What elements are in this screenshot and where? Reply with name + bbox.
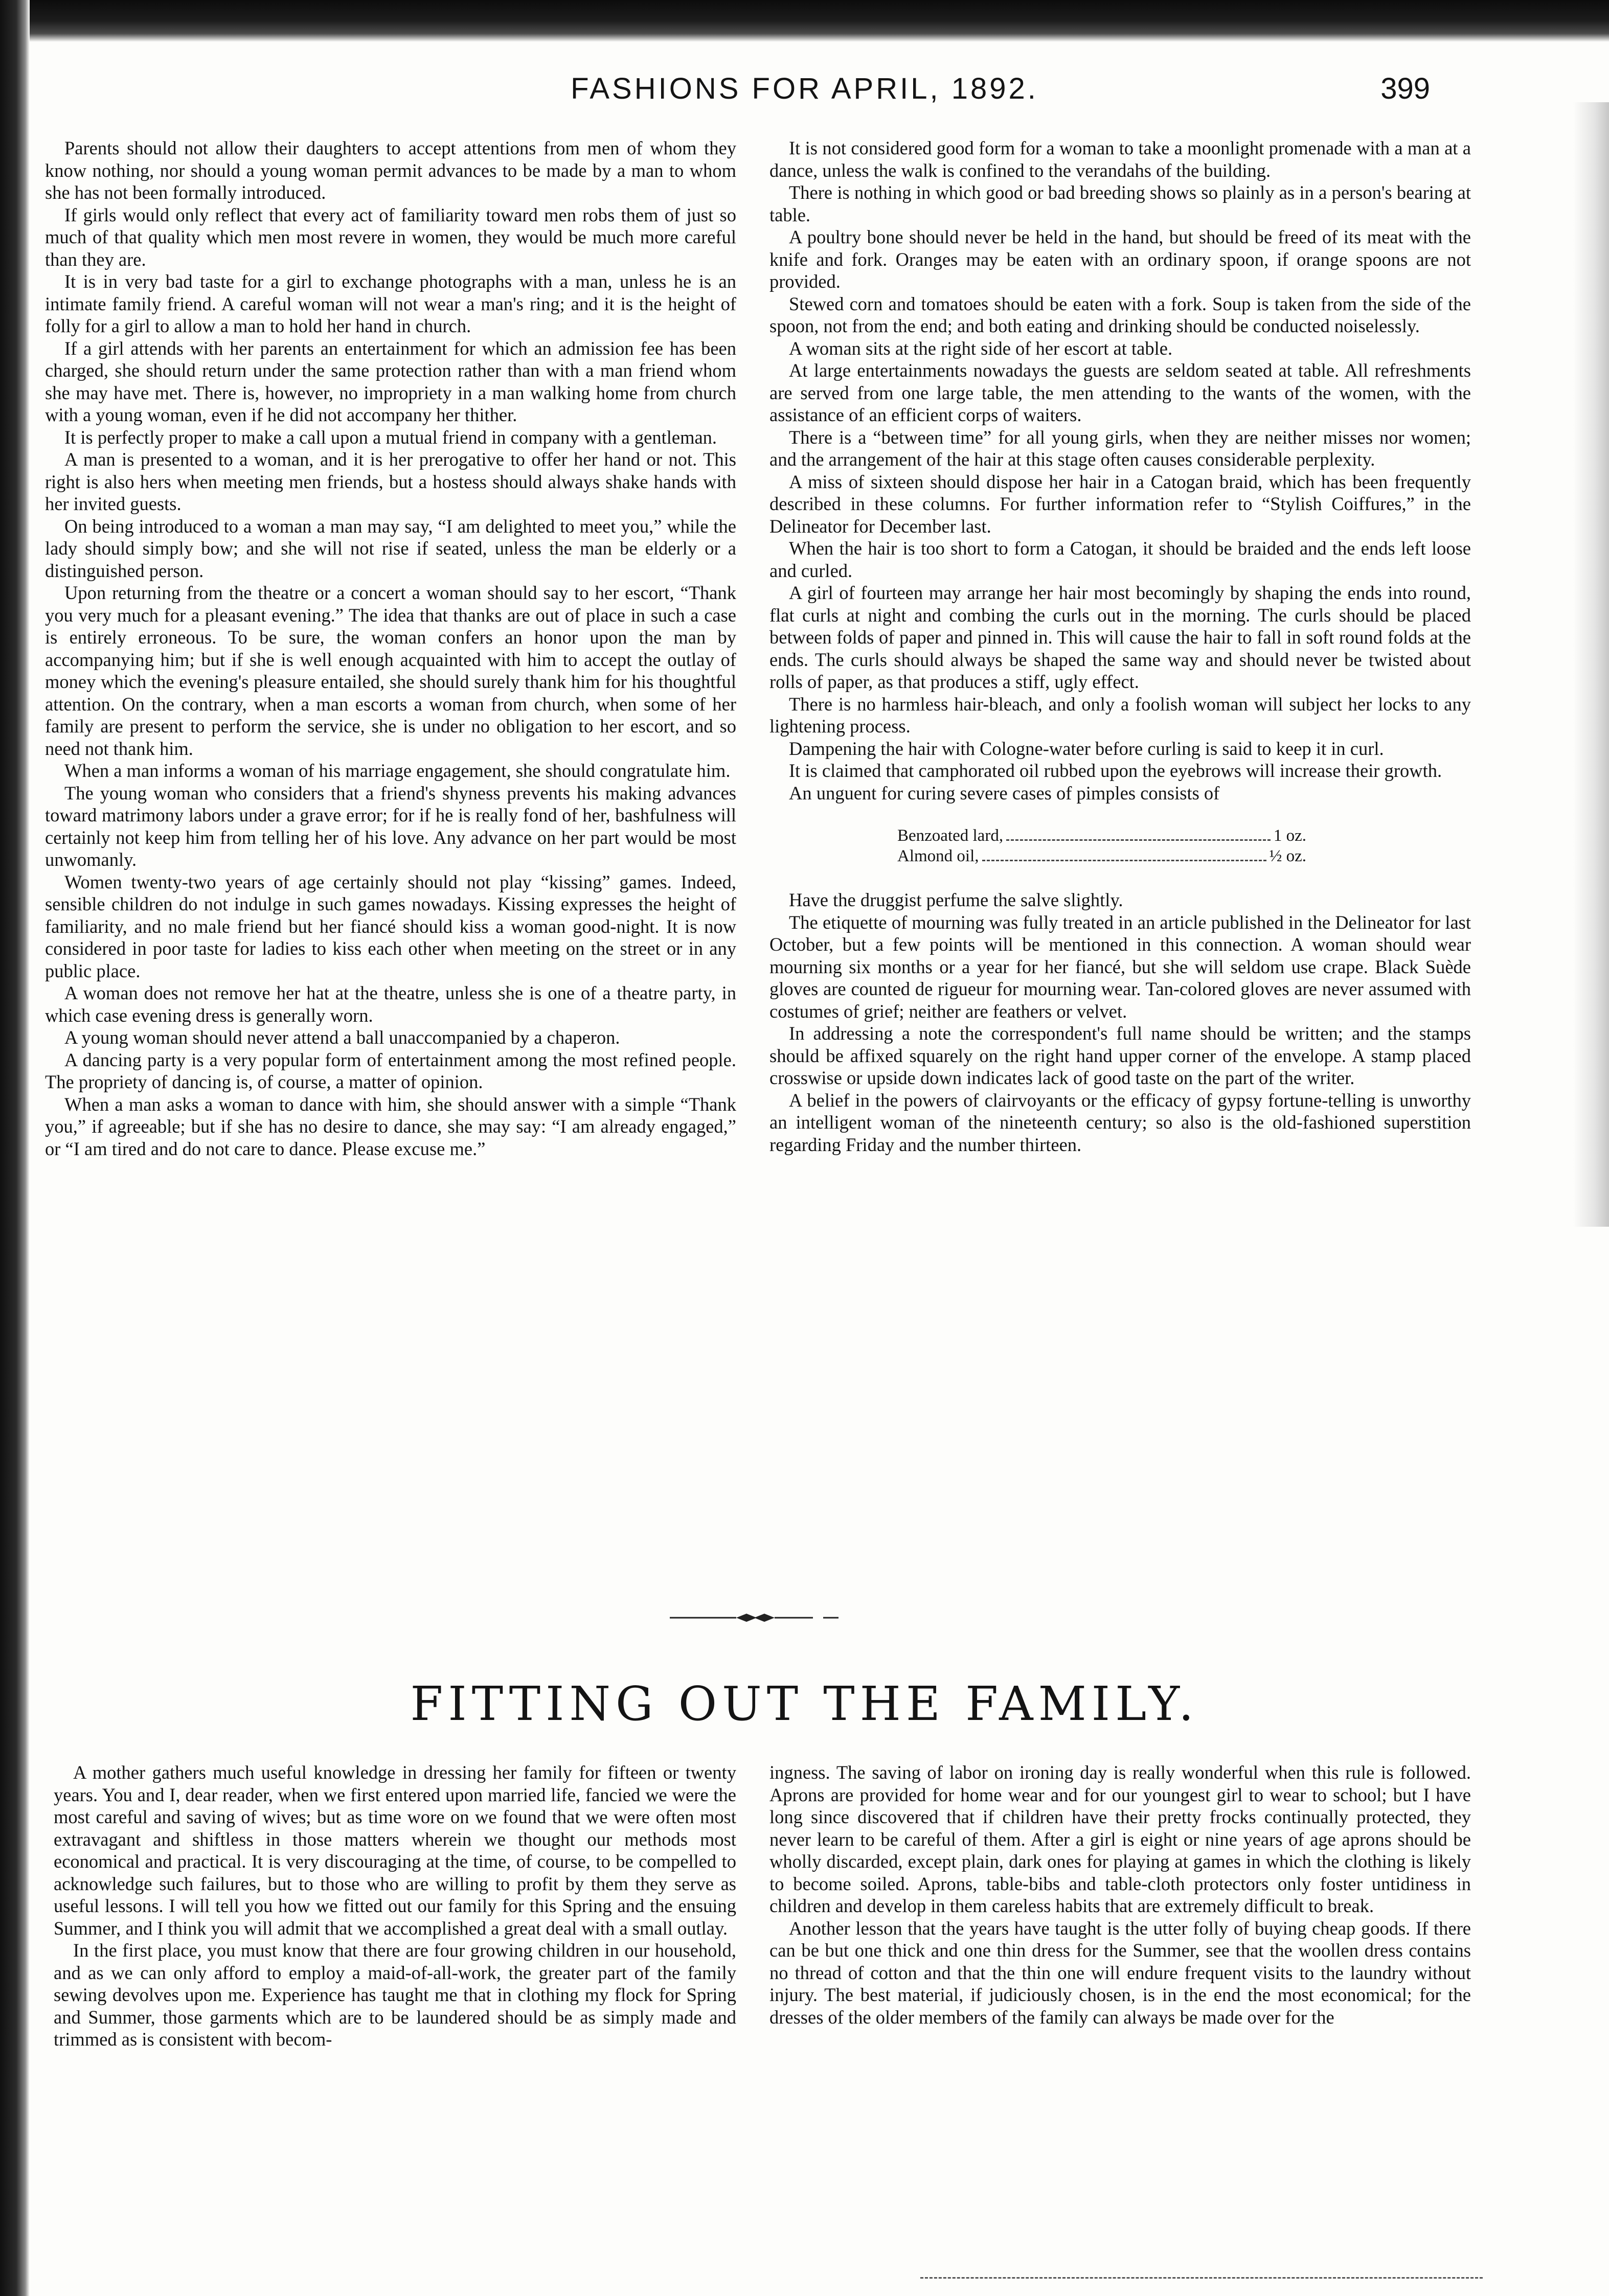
paragraph: A woman does not remove her hat at the theatre, unless she is one of a theatre party, in which case evening dress is generally worn. <box>45 982 736 1026</box>
paragraph: It is perfectly proper to make a call upon a mutual friend in company with a gentleman. <box>64 426 717 448</box>
paragraph: The young woman who considers that a friend's shyness prevents his making advances toward matrimony labors under a grave error; for if he is really fond of her, bashfulness will certainly not keep him from telling her of his love. Any advance on her part would be most unwomanly. <box>45 782 736 870</box>
paragraph: There is no harmless hair-bleach, and only a foolish woman will subject her locks to any lightening process. <box>769 693 1471 737</box>
section-divider-ornament <box>670 1613 854 1623</box>
paragraph: It is in very bad taste for a girl to exchange photographs with a man, unless he is an intimate family friend. A careful woman will not wear a man's ring; and it is the height of folly for a girl to allow a man to hold her hand in church. <box>45 271 736 336</box>
etiquette-right-column <box>769 137 1471 1156</box>
fitting-out-left-column <box>54 1761 736 2051</box>
scan-top-edge <box>0 0 1609 42</box>
formula-row <box>897 846 1306 866</box>
paragraph: There is a “between time” for all young girls, when they are neither misses nor women; and the arrangement of the hair at this stage often causes considerable perplexity. <box>769 426 1471 470</box>
paragraph: There is nothing in which good or bad breeding shows so plainly as in a person's bearing at table. <box>769 182 1471 225</box>
dot-leader <box>982 846 1266 861</box>
paragraph: A young woman should never attend a ball unaccompanied by a chaperon. <box>64 1027 620 1048</box>
paragraph: Dampening the hair with Cologne-water before curling is said to keep it in curl. <box>789 738 1384 759</box>
scan-right-edge <box>1573 102 1609 1227</box>
paragraph: If girls would only reflect that every act of familiarity toward men robs them of just so much of that quality which men most revere in women, they would be much more careful than they are. <box>45 204 736 270</box>
paragraph: If a girl attends with her parents an entertainment for which an admission fee has been charged, she should return under the same protection rather than with a man friend whom she may have met. There is, however, no impropriety in a man walking home from church with a young woman, even if he did not accompany her thither. <box>45 337 736 425</box>
paragraph: Stewed corn and tomatoes should be eaten with a fork. Soup is taken from the side of the spoon, not from the end; and both eating and drinking should be conducted noiselessly. <box>769 293 1471 336</box>
paragraph: A mother gathers much useful knowledge in dressing her family for fifteen or twenty years. You and I, dear reader, when we first entered upon married life, fancied we were the most careful and saving of wives; but as time wore on we found that we were often most extravagant and shiftless in those matters wherein we thought our methods most economical and practical. It is very discouraging at the time, of course, to be compelled to acknowledge such failures, but to those who are willing to profit by them they serve as useful lessons. I will tell you how we fitted out our family for this Spring and the ensuing Summer, and I think you will admit that we accomplished a great deal with a small outlay. <box>54 1762 736 1939</box>
paragraph: Women twenty-two years of age certainly should not play “kissing” games. Indeed, sensible children do not indulge in such games nowadays. Kissing expresses the height of familiarity, and no male friend but her fiancé should kiss a woman good-night. It is now considered in poor taste for ladies to kiss each other when meeting on the street or in any public place. <box>45 871 736 981</box>
fitting-out-right-column <box>769 1761 1471 2028</box>
formula-ingredient: Almond oil, <box>897 847 979 865</box>
paragraph: A poultry bone should never be held in the hand, but should be freed of its meat with the knife and fork. Oranges may be eaten with an ordinary spoon, if orange spoons are not provided. <box>769 226 1471 292</box>
page-number: 399 <box>1380 72 1430 105</box>
paragraph: A belief in the powers of clairvoyants or the efficacy of gypsy fortune-telling is unworthy an intelligent woman of the nineteenth century; so also is the old-fashioned superstition regarding Friday and the number thirteen. <box>769 1089 1471 1155</box>
paragraph: It is claimed that camphorated oil rubbed upon the eyebrows will increase their growth. <box>789 760 1442 781</box>
formula-row <box>897 825 1306 846</box>
paragraph: An unguent for curing severe cases of pimples consists of <box>789 782 1220 803</box>
paragraph: In the first place, you must know that there are four growing children in our household, and as we can only afford to employ a maid-of-all-work, the greater part of the family sewing devolves upon me. Experience has taught me that in clothing my flock for Spring and Summer, those garments which are to be laundered should be as simply made and trimmed as is consistent with becom- <box>54 1940 736 2050</box>
paragraph: The etiquette of mourning was fully treated in an article published in the Delineator for last October, but a few points will be mentioned in this connection. A woman should wear mourning six months or a year for her fiancé, but she will seldom use crape. Black Suède gloves are counted de rigueur for mourning wear. Tan-colored gloves are never assumed with costumes of grief; neither are feathers or velvet. <box>769 911 1471 1022</box>
running-title: FASHIONS FOR APRIL, 1892. <box>571 72 1038 105</box>
paragraph: When a man asks a woman to dance with him, she should answer with a simple “Thank you,” if agreeable; but if she has no desire to dance, she may say: “I am already engaged,” or “I am tired and do not care to dance. Please excuse me.” <box>45 1093 736 1159</box>
paragraph: A dancing party is a very popular form of entertainment among the most refined people. The propriety of dancing is, of course, a matter of opinion. <box>45 1049 736 1092</box>
paragraph: At large entertainments nowadays the guests are seldom seated at table. All refreshments are served from one large table, the men attending to the wants of the women, with the assistance of an efficient corps of waiters. <box>769 360 1471 425</box>
dot-leader <box>1006 825 1271 841</box>
paragraph: A woman sits at the right side of her escort at table. <box>789 337 1173 359</box>
paragraph: In addressing a note the correspondent's full name should be written; and the stamps should be affixed squarely on the right hand upper corner of the envelope. A stamp placed crosswise or upside down indicates lack of good taste on the part of the writer. <box>769 1023 1471 1088</box>
paragraph: A man is presented to a woman, and it is her prerogative to offer her hand or not. This right is also hers when meeting men friends, but a hostess should always shake hands with her invited guests. <box>45 449 736 514</box>
paragraph: When the hair is too short to form a Catogan, it should be braided and the ends left loose and curled. <box>769 538 1471 581</box>
formula-quantity: 1 oz. <box>1273 826 1306 845</box>
paragraph: It is not considered good form for a woman to take a moonlight promenade with a man at a dance, unless the walk is confined to the verandahs of the building. <box>769 137 1471 181</box>
bottom-scan-rule <box>920 2277 1483 2279</box>
etiquette-left-column <box>45 137 736 1160</box>
formula-ingredient: Benzoated lard, <box>897 826 1004 845</box>
section-heading: FITTING OUT THE FAMILY. <box>410 1677 1199 1731</box>
paragraph: When a man informs a woman of his marriage engagement, she should congratulate him. <box>64 760 731 781</box>
scan-left-edge <box>0 0 30 2296</box>
paragraph: Have the druggist perfume the salve slightly. <box>789 889 1123 910</box>
paragraph: ingness. The saving of labor on ironing day is really wonderful when this rule is followed. Aprons are provided for home wear and for our youngest girl to wear to school; but I have long since discovered that if children have their pretty frocks continually protected, they never learn to be careful of them. After a girl is eight or nine years of age aprons should be wholly discarded, except plain, dark ones for playing at games in which the clothing is likely to become soiled. Aprons, table-bibs and table-cloth protectors only foster untidiness in children and develop in them careless habits that are extremely difficult to break. <box>769 1762 1471 1916</box>
formula-quantity: ½ oz. <box>1269 847 1306 865</box>
paragraph: On being introduced to a woman a man may say, “I am delighted to meet you,” while the lady should simply bow; and she will not rise if seated, unless the man be elderly or a distinguished person. <box>45 515 736 581</box>
running-header <box>0 72 1609 128</box>
paragraph: Parents should not allow their daughters to accept attentions from men of whom they know nothing, nor should a young woman permit advances to be made by a man to whom she has not been formally introduced. <box>45 137 736 203</box>
paragraph: A miss of sixteen should dispose her hair in a Catogan braid, which has been frequently described in these columns. For further information refer to “Stylish Coiffures,” in the Delineator for December last. <box>769 471 1471 537</box>
paragraph: Upon returning from the theatre or a concert a woman should say to her escort, “Thank you very much for a pleasant evening.” The idea that thanks are out of place in such a case is entirely erroneous. To be sure, the woman confers an honor upon the man by accompanying him; but if she is well enough acquainted with him to accept the outlay of money which the evening's pleasure entailed, she should surely thank him for his thoughtful attention. On the contrary, when a man escorts a woman from church, when some of her family are present to perform the service, she is under no obligation to her escort, and so need not thank him. <box>45 582 736 759</box>
paragraph: A girl of fourteen may arrange her hair most becomingly by shaping the ends into round, flat curls at night and combing the curls out in the morning. The curls should be placed between folds of paper and pinned in. This will cause the hair to fall in soft round folds at the ends. The curls should always be shaped the same way and should never be twisted about rolls of paper, as that produces a stiff, ugly effect. <box>769 582 1471 692</box>
paragraph: Another lesson that the years have taught is the utter folly of buying cheap goods. If there can be but one thick and one thin dress for the Summer, see that the woollen dress contains no thread of cotton and that the thin one will endure frequent visits to the laundry without injury. The best material, if judiciously chosen, is in the end the most economical; for the dresses of the older members of the family can always be made over for the <box>769 1917 1471 2028</box>
pimple-unguent-formula <box>769 825 1471 866</box>
